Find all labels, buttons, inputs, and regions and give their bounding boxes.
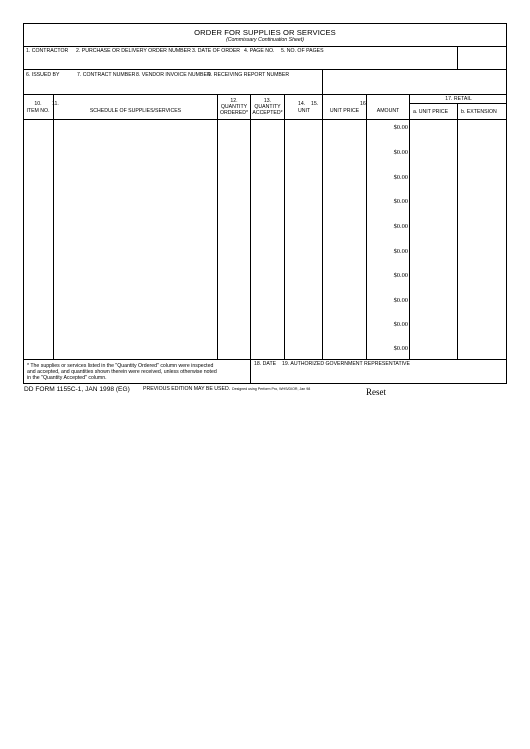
divider-title bbox=[23, 46, 507, 47]
field-no-of-pages[interactable]: 5. NO. OF PAGES bbox=[281, 48, 324, 54]
amount-cell[interactable]: $0.00 bbox=[393, 149, 408, 156]
amount-cell[interactable]: $0.00 bbox=[393, 198, 408, 205]
col-line-qty-accepted bbox=[284, 94, 285, 359]
header-unit-price: UNIT PRICE bbox=[329, 108, 360, 114]
divider-row2 bbox=[23, 94, 507, 95]
col-line-unit-price bbox=[366, 94, 367, 359]
header-unit-price-num: 15. bbox=[311, 101, 319, 107]
reset-button[interactable]: Reset bbox=[366, 386, 402, 398]
header-item-no: ITEM NO. bbox=[26, 108, 50, 114]
amount-cell[interactable]: $0.00 bbox=[393, 248, 408, 255]
header-qty-ordered-num: 12. bbox=[230, 98, 238, 104]
header-item-no-num: 10. bbox=[34, 101, 42, 107]
field-date[interactable]: 18. DATE bbox=[254, 361, 277, 367]
form-number: DD FORM 1155C-1, JAN 1998 (EG) bbox=[24, 386, 130, 393]
amount-cell[interactable]: $0.00 bbox=[393, 345, 408, 352]
col-line-schedule bbox=[217, 94, 218, 359]
divider-footer bbox=[23, 359, 507, 360]
row1-separator bbox=[457, 46, 458, 69]
header-retail-extension: b. EXTENSION bbox=[461, 109, 497, 115]
divider-header bbox=[23, 119, 507, 120]
field-authorized-rep[interactable]: 19. AUTHORIZED GOVERNMENT REPRESENTATIVE bbox=[282, 361, 410, 367]
col-line-retail bbox=[457, 103, 458, 359]
form-subtitle: (Commissary Continuation Sheet) bbox=[226, 37, 304, 43]
header-schedule: SCHEDULE OF SUPPLIES/SERVICES bbox=[89, 108, 182, 114]
previous-edition-note: PREVIOUS EDITION MAY BE USED. bbox=[143, 386, 231, 392]
amount-cell[interactable]: $0.00 bbox=[393, 272, 408, 279]
header-amount-num: 16. bbox=[360, 101, 368, 107]
field-vendor-invoice[interactable]: 8. VENDOR INVOICE NUMBER bbox=[136, 72, 211, 78]
footer-note-line1: * The supplies or services listed in the "Quantity Ordered" column were inspected bbox=[27, 363, 214, 369]
header-qty-accepted-num: 13. bbox=[263, 98, 272, 104]
header-qty-accepted-2: ACCEPTED* bbox=[252, 110, 283, 116]
footer-note-line2: and accepted, and quantities shown therein were received, unless otherwise noted bbox=[27, 369, 217, 375]
footer-note-line3: in the "Quantity Accepted" column. bbox=[27, 375, 107, 381]
row2-separator bbox=[322, 69, 323, 94]
field-date-of-order[interactable]: 3. DATE OF ORDER bbox=[192, 48, 241, 54]
header-retail: 17. RETAIL bbox=[445, 96, 472, 102]
header-retail-unit-price: a. UNIT PRICE bbox=[413, 109, 449, 115]
header-qty-ordered-1: QUANTITY bbox=[220, 104, 248, 110]
field-contractor[interactable]: 1. CONTRACTOR bbox=[26, 48, 69, 54]
header-unit-num: 14. bbox=[298, 101, 306, 107]
amount-cell[interactable]: $0.00 bbox=[393, 297, 408, 304]
amount-cell[interactable]: $0.00 bbox=[393, 223, 408, 230]
form-title: ORDER FOR SUPPLIES OR SERVICES bbox=[194, 28, 336, 37]
col-line-item bbox=[53, 94, 54, 359]
col-line-unit bbox=[322, 94, 323, 359]
col-line-amount bbox=[409, 94, 410, 359]
header-schedule-num: 11. bbox=[52, 101, 59, 107]
header-unit: UNIT bbox=[298, 108, 311, 114]
field-purchase-order[interactable]: 2. PURCHASE OR DELIVERY ORDER NUMBER bbox=[76, 48, 191, 54]
header-amount: AMOUNT bbox=[376, 108, 400, 114]
field-issued-by[interactable]: 6. ISSUED BY bbox=[26, 72, 60, 78]
amount-cell[interactable]: $0.00 bbox=[393, 174, 408, 181]
amount-cell[interactable]: $0.00 bbox=[393, 124, 408, 131]
col-line-qty-ordered bbox=[250, 94, 251, 384]
field-contract-number[interactable]: 7. CONTRACT NUMBER bbox=[77, 72, 136, 78]
header-qty-ordered-2: ORDERED* bbox=[220, 110, 248, 116]
divider-row1 bbox=[23, 69, 507, 70]
amount-cell[interactable]: $0.00 bbox=[393, 321, 408, 328]
designed-using-note: Designed using Perform Pro, WHS/DIOR, Jan 98 bbox=[232, 387, 311, 391]
field-page-no[interactable]: 4. PAGE NO. bbox=[244, 48, 275, 54]
divider-retail bbox=[409, 103, 507, 104]
field-receiving-report[interactable]: 9. RECEIVING REPORT NUMBER bbox=[208, 72, 290, 78]
header-qty-accepted-1: QUANTITY bbox=[254, 104, 281, 110]
